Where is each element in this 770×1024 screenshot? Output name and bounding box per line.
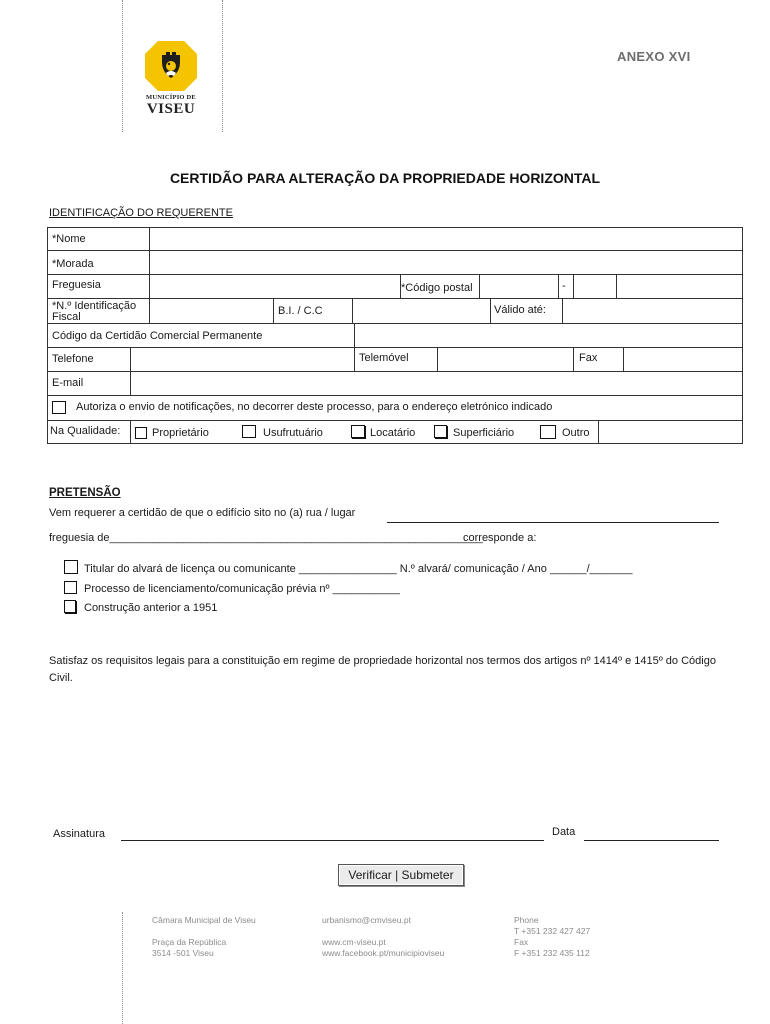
codigo-certidao-label: Código da Certidão Comercial Permanente (52, 330, 263, 342)
telefone-field[interactable] (131, 348, 354, 371)
footer-address: Câmara Municipal de Viseu Praça da República 3514 -501 Viseu (152, 915, 256, 958)
data-label: Data (552, 826, 576, 838)
footer-divider (122, 912, 123, 1024)
locatario-checkbox[interactable] (351, 425, 365, 438)
logo-caption-small: MUNICÍPIO DE (146, 94, 196, 101)
assinatura-label: Assinatura (53, 828, 105, 840)
footer-phone: Phone T +351 232 427 427 Fax F +351 232 435 112 (514, 915, 591, 958)
codigo-certidao-field[interactable] (355, 324, 742, 347)
legal-statement: Satisfaz os requisitos legais para a constituição em regime de propriedade horizontal nos termos dos artigos nº 1414º e 1415º do Código Civil. (49, 655, 716, 684)
titular-alvara-label: Titular do alvará de licença ou comunicante ________________ N.º alvará/ comunicação / Ano ______/_______ (84, 563, 633, 575)
bi-cc-label: B.I. / C.C (278, 305, 323, 317)
data-field[interactable] (584, 840, 719, 841)
email-label: E-mail (52, 377, 84, 389)
assinatura-field[interactable] (121, 840, 544, 841)
bi-cc-field[interactable] (353, 299, 490, 323)
usufrutuario-checkbox[interactable] (242, 425, 256, 438)
freguesia-label: Freguesia (52, 279, 101, 291)
construcao-anterior-checkbox[interactable] (64, 600, 76, 613)
annex-label: ANEXO XVI (617, 49, 691, 64)
outro-label: Outro (562, 427, 590, 439)
processo-licenciamento-checkbox[interactable] (64, 581, 77, 594)
outro-field[interactable] (599, 421, 742, 443)
corresponde-label: corresponde a: (463, 532, 537, 544)
processo-licenciamento-label: Processo de licenciamento/comunicação prévia nº ___________ (84, 583, 400, 595)
codigo-postal-label: *Código postal (401, 282, 473, 294)
header-divider-left (122, 0, 123, 132)
identification-section-title: IDENTIFICAÇÃO DO REQUERENTE (49, 207, 233, 219)
pretensao-line1: Vem requerer a certidão de que o edifício sito no (a) rua / lugar (49, 507, 356, 519)
viseu-crest-icon (140, 38, 202, 94)
rua-lugar-field[interactable] (387, 522, 719, 523)
autoriza-checkbox[interactable] (52, 401, 66, 414)
fax-field[interactable] (624, 348, 742, 371)
valido-ate-label: Válido até: (494, 304, 546, 316)
valido-ate-field[interactable] (563, 299, 742, 323)
footer-web: urbanismo@cmviseu.pt www.cm-viseu.pt www.facebook.pt/municipioviseu (322, 915, 445, 958)
proprietario-checkbox[interactable] (135, 427, 147, 439)
outro-checkbox[interactable] (540, 425, 556, 439)
municipality-logo (140, 38, 210, 122)
superficiario-label: Superficiário (453, 427, 515, 439)
morada-label: *Morada (52, 258, 94, 270)
superficiario-checkbox[interactable] (434, 425, 447, 438)
fax-label: Fax (579, 352, 598, 364)
construcao-anterior-label: Construção anterior a 1951 (84, 602, 218, 614)
nome-field[interactable] (150, 228, 742, 250)
nif-label-line1: *N.º Identificação (52, 300, 137, 312)
autoriza-label: Autoriza o envio de notificações, no decorrer deste processo, para o endereço eletrónico indicado (76, 401, 553, 413)
morada-field[interactable] (150, 251, 742, 274)
freguesia-de-field[interactable]: freguesia de_____________________________________________________________ (49, 532, 483, 544)
nif-label-line2: Fiscal (52, 311, 81, 323)
nif-field[interactable] (150, 299, 273, 323)
email-field[interactable] (131, 372, 742, 395)
proprietario-label: Proprietário (152, 427, 209, 439)
locatario-label: Locatário (370, 427, 416, 439)
na-qualidade-label: Na Qualidade: (50, 425, 121, 437)
page-title: CERTIDÃO PARA ALTERAÇÃO DA PROPRIEDADE HORIZONTAL (169, 170, 601, 186)
titular-alvara-checkbox[interactable] (64, 560, 78, 574)
postal-code-dash: - (562, 280, 566, 292)
codigo-postal-field-1[interactable] (480, 275, 558, 298)
codigo-postal-field-2[interactable] (574, 275, 616, 298)
freguesia-field[interactable] (150, 275, 400, 298)
logo-caption-large: VISEU (146, 101, 196, 117)
telemovel-field[interactable] (438, 348, 573, 371)
nome-label: *Nome (52, 233, 86, 245)
verify-submit-button[interactable]: Verificar | Submeter (338, 864, 464, 886)
telefone-label: Telefone (52, 353, 94, 365)
pretensao-title: PRETENSÃO (49, 487, 121, 499)
usufrutuario-label: Usufrutuário (263, 427, 323, 439)
telemovel-label: Telemóvel (359, 352, 409, 364)
header-divider-right (222, 0, 223, 132)
